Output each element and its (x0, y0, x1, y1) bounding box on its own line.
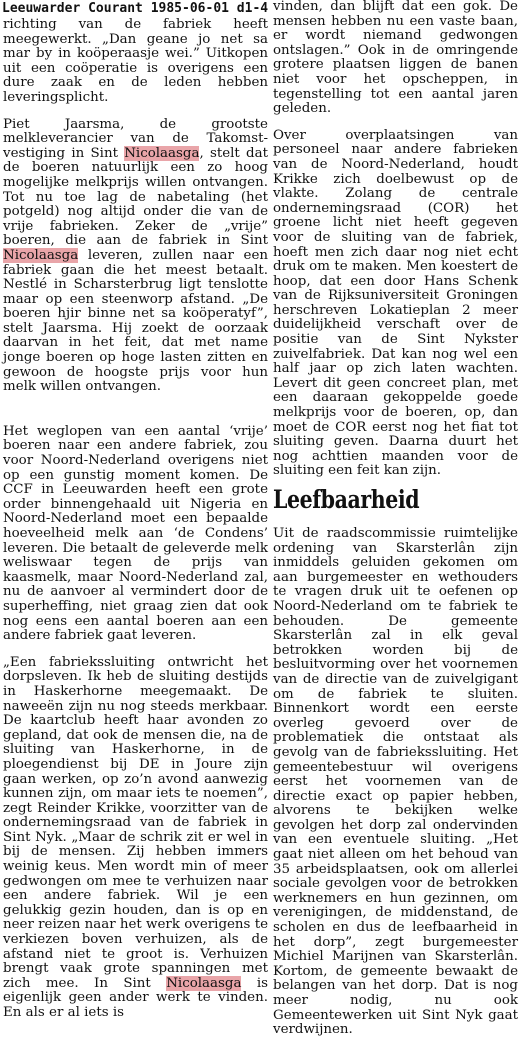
paragraph (3, 118, 268, 395)
left-column (3, 18, 268, 1021)
right-column (273, 0, 518, 1038)
text-segment: leveren, zullen naar een fabriek gaan die het meest betaalt. Nestlé in Scharsterbrug ligt tenslotte maar op een steenworp afstand. „De boeren hjir binne net sa koöperatyf”, stelt Jaarsma. Hij zoekt de oorzaak daarvan in het feit, dat met name jonge boeren op hoge lasten zitten en gewoon de hoogste prijs voor hun melk willen ontvangen. (3, 247, 268, 395)
highlighted-term: Nicolaasga (3, 247, 79, 263)
paragraph: Het weglopen van een aantal ‘vrije’ boeren naar een andere fabriek, zou voor Noord-Nederland overigens niet op een gunstig moment komen. De CCF in Leeuwarden heeft een grote order binnengehaald uit Nigeria en Noord-Nederland moet een bepaalde hoeveelheid melk aan ‘de Condens’ leveren. Die betaalt de geleverde melk weliswaar tegen de prijs van kaasmelk, maar Noord-Nederland zal, nu de aanvoer al vermindert door de superheffing, niet graag zien dat ook nog eens een aantal boeren aan een andere fabriek gaat leveren. (3, 423, 268, 644)
paragraph (3, 656, 268, 1021)
text-segment: is eigenlijk geen ander werk te vinden. En als er al iets is (3, 975, 268, 1020)
section-heading: Leefbaarheid (273, 485, 420, 514)
text-segment: Piet Jaarsma, de grootste melkleverancier van de Takomst-vestiging in Sint (3, 116, 268, 161)
highlighted-term: Nicolaasga (124, 145, 200, 161)
text-segment: , stelt dat de boeren natuurlijk een zo hoog mogelijke melkprijs willen ontvangen. Tot nu toe lag de nabetaling (het potgeld) nog altijd onder die van de vrije fabrieken. Zeker de „vrije” boeren, die aan de fabriek in Sint (3, 145, 268, 249)
clipping-header: Leeuwarder Courant 1985-06-01 d1-4 (2, 1, 269, 16)
highlighted-term: Nicolaasga (166, 975, 242, 991)
paragraph: Uit de raadscommissie ruimtelijke ordening van Skarsterlân zijn inmiddels geluiden gekomen om aan burgemeester en wethouders te vragen druk uit te oefenen op Noord-Nederland om te fabriek te behouden. De gemeente Skarsterlân zal in elk geval betrokken worden bij de besluitvorming over het voornemen van de directie van de zuivelgigant om de fabriek te sluiten. Binnenkort wordt een eerste overleg gevoerd over de problematiek die ontstaat als gevolg van de fabriekssluiting. Het gemeentebestuur wil overigens eerst het voornemen van de directie exact op papier hebben, alvorens te bekijken welke gevolgen het dorp zal ondervinden van een eventuele sluiting. „Het gaat niet alleen om het behoud van 35 arbeidsplaatsen, ook om allerlei sociale gevolgen voor de betrokken werknemers en hun gezinnen, om verenigingen, de middenstand, de scholen en dus de leefbaarheid in het dorp”, zegt burgemeester Michiel Marijnen van Skarsterlân. Kortom, de gemeente bewaakt de belangen van het dorp. Dat is nog meer nodig, nu ook Gemeentewerken uit Sint Nyk gaat verdwijnen. (273, 526, 518, 1038)
paragraph: Over overplaatsingen van personeel naar andere fabrieken van de Noord-Nederland, houdt Krikke zich doelbewust op de vlakte. Zolang de centrale ondernemingsraad (COR) het groene licht niet heeft gegeven voor de sluiting van de fabriek, hoeft men zich daar nog niet echt druk om te maken. Men koestert de hoop, dat een door Hans Schenk van de Rijksuniversiteit Groningen herschreven Lokatieplan 2 meer duidelijkheid verschaft over de positie van de Sint Nykster zuivelfabriek. Dat kan nog wel een half jaar op zich laten wachten. Levert dit geen concreet plan, met een daaraan gekoppelde goede melkprijs voor de boeren, op, dan moet de COR eerst nog het fiat tot sluiting geven. Daarna duurt het nog achttien maanden voor de sluiting een feit kan zijn. (273, 127, 518, 479)
paragraph: richting van de fabriek heeft meegewerkt. „Dan geane jo net sa mar by in koöperaasje wei.” Uitkopen uit een coöperatie is overigens een dure zaak en de leden hebben leveringsplicht. (3, 17, 268, 105)
text-segment: „Een fabriekssluiting ontwricht het dorpsleven. Ik heb de sluiting destijds in Haskerhorne meegemaakt. De naweeën zijn nu nog steeds merkbaar. De kaartclub heeft haar avonden zo gepland, dat ook de mensen die, na de sluiting van Haskerhorne, in de ploegendienst bij DE in Joure zijn gaan werken, op zo’n avond aanwezig kunnen zijn, om maar iets te noemen”, zegt Reinder Krikke, voorzitter van de ondernemingsraad van de fabriek in Sint Nyk. „Maar de schrik zit er wel in bij de mensen. Zij hebben immers weinig keus. Men wordt min of meer gedwongen om mee te verhuizen naar een andere fabriek. Wil je een gelukkig gezin houden, dan is op en neer reizen naar het werk overigens te verkiezen boven verhuizen, als de afstand niet te groot is. Verhuizen brengt vaak grote spanningen met zich mee. In Sint (3, 654, 268, 991)
paragraph: vinden, dan blijft dat een gok. De mensen hebben nu een vaste baan, er wordt niemand gedwongen ontslagen.” Ook in de omringende grotere plaatsen liggen de banen niet voor het opscheppen, in tegenstelling tot een aantal jaren geleden. (273, 0, 518, 117)
